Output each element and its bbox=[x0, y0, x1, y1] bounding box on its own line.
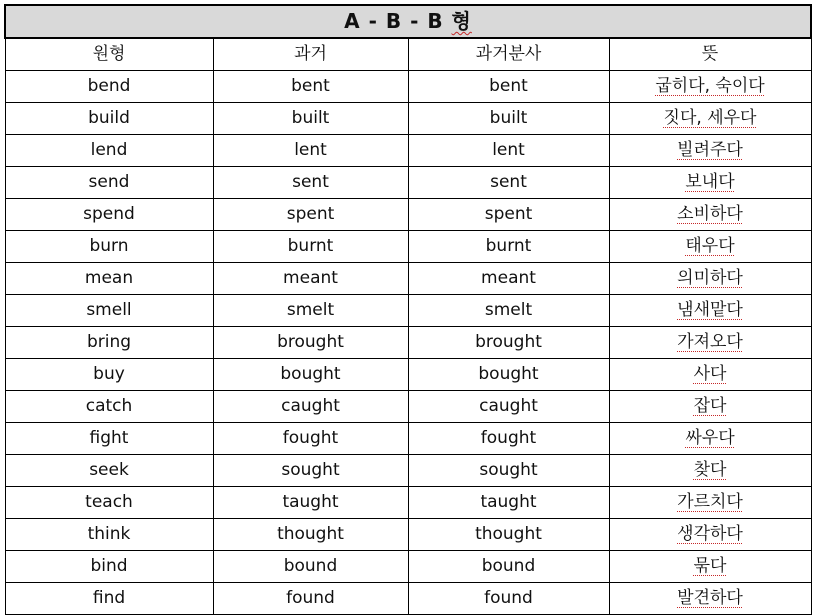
meaning-cell bbox=[609, 231, 811, 263]
table-row bbox=[5, 455, 811, 487]
meaning-text: 싸우다 bbox=[685, 428, 735, 448]
past-participle-cell: burnt bbox=[408, 231, 609, 263]
base-form-cell: seek bbox=[5, 455, 213, 487]
base-form-cell: send bbox=[5, 167, 213, 199]
past-cell: spent bbox=[213, 199, 408, 231]
past-cell: built bbox=[213, 103, 408, 135]
past-participle-cell: thought bbox=[408, 519, 609, 551]
meaning-text: 생각하다 bbox=[677, 524, 743, 544]
header-base-form: 원형 bbox=[5, 38, 213, 71]
table-row bbox=[5, 551, 811, 583]
title-pattern: A - B - B bbox=[344, 9, 444, 33]
past-participle-cell: bent bbox=[408, 71, 609, 103]
meaning-text: 의미하다 bbox=[677, 268, 743, 288]
meaning-cell bbox=[609, 519, 811, 551]
base-form-cell: mean bbox=[5, 263, 213, 295]
past-cell: bent bbox=[213, 71, 408, 103]
base-form-cell: burn bbox=[5, 231, 213, 263]
table-body bbox=[5, 71, 811, 615]
meaning-text: 태우다 bbox=[685, 236, 735, 256]
meaning-cell bbox=[609, 167, 811, 199]
base-form-cell: bring bbox=[5, 327, 213, 359]
past-participle-cell: brought bbox=[408, 327, 609, 359]
table-row bbox=[5, 71, 811, 103]
past-participle-cell: bound bbox=[408, 551, 609, 583]
meaning-text: 빌려주다 bbox=[677, 140, 743, 160]
table-row bbox=[5, 423, 811, 455]
meaning-cell bbox=[609, 327, 811, 359]
table-row bbox=[5, 231, 811, 263]
past-cell: sought bbox=[213, 455, 408, 487]
past-participle-cell: caught bbox=[408, 391, 609, 423]
table-row bbox=[5, 263, 811, 295]
base-form-cell: lend bbox=[5, 135, 213, 167]
meaning-text: 굽히다, 숙이다 bbox=[655, 76, 765, 96]
past-cell: lent bbox=[213, 135, 408, 167]
verb-table-container bbox=[4, 4, 810, 615]
past-cell: caught bbox=[213, 391, 408, 423]
header-past: 과거 bbox=[213, 38, 408, 71]
base-form-cell: smell bbox=[5, 295, 213, 327]
meaning-cell bbox=[609, 583, 811, 615]
meaning-text: 사다 bbox=[693, 364, 727, 384]
meaning-text: 소비하다 bbox=[677, 204, 743, 224]
table-row bbox=[5, 295, 811, 327]
past-cell: smelt bbox=[213, 295, 408, 327]
table-row bbox=[5, 391, 811, 423]
meaning-cell bbox=[609, 135, 811, 167]
meaning-cell bbox=[609, 295, 811, 327]
meaning-text: 냄새맡다 bbox=[677, 300, 743, 320]
table-row bbox=[5, 135, 811, 167]
verb-table bbox=[4, 4, 812, 615]
meaning-cell bbox=[609, 263, 811, 295]
base-form-cell: find bbox=[5, 583, 213, 615]
table-row bbox=[5, 359, 811, 391]
past-cell: taught bbox=[213, 487, 408, 519]
past-cell: meant bbox=[213, 263, 408, 295]
past-participle-cell: meant bbox=[408, 263, 609, 295]
past-participle-cell: sought bbox=[408, 455, 609, 487]
base-form-cell: bind bbox=[5, 551, 213, 583]
past-cell: bound bbox=[213, 551, 408, 583]
table-row bbox=[5, 487, 811, 519]
meaning-cell bbox=[609, 455, 811, 487]
base-form-cell: think bbox=[5, 519, 213, 551]
base-form-cell: bend bbox=[5, 71, 213, 103]
header-meaning: 뜻 bbox=[609, 38, 811, 71]
base-form-cell: buy bbox=[5, 359, 213, 391]
table-row bbox=[5, 103, 811, 135]
past-participle-cell: lent bbox=[408, 135, 609, 167]
past-participle-cell: taught bbox=[408, 487, 609, 519]
base-form-cell: catch bbox=[5, 391, 213, 423]
header-row bbox=[5, 38, 811, 71]
meaning-cell bbox=[609, 423, 811, 455]
past-cell: brought bbox=[213, 327, 408, 359]
header-past-participle: 과거분사 bbox=[408, 38, 609, 71]
table-row bbox=[5, 327, 811, 359]
base-form-cell: fight bbox=[5, 423, 213, 455]
past-participle-cell: built bbox=[408, 103, 609, 135]
meaning-text: 가르치다 bbox=[677, 492, 743, 512]
meaning-text: 가져오다 bbox=[677, 332, 743, 352]
table-title bbox=[5, 5, 811, 38]
meaning-text: 찾다 bbox=[693, 460, 727, 480]
title-suffix: 형 bbox=[451, 9, 472, 33]
table-row bbox=[5, 519, 811, 551]
base-form-cell: build bbox=[5, 103, 213, 135]
past-participle-cell: smelt bbox=[408, 295, 609, 327]
base-form-cell: teach bbox=[5, 487, 213, 519]
table-row bbox=[5, 167, 811, 199]
meaning-cell bbox=[609, 359, 811, 391]
past-participle-cell: found bbox=[408, 583, 609, 615]
meaning-text: 묶다 bbox=[693, 556, 727, 576]
meaning-text: 짓다, 세우다 bbox=[663, 108, 757, 128]
meaning-text: 보내다 bbox=[685, 172, 735, 192]
meaning-cell bbox=[609, 551, 811, 583]
meaning-cell bbox=[609, 71, 811, 103]
meaning-text: 발견하다 bbox=[677, 588, 743, 608]
title-row bbox=[5, 5, 811, 38]
meaning-text: 잡다 bbox=[693, 396, 727, 416]
meaning-cell bbox=[609, 391, 811, 423]
meaning-cell bbox=[609, 199, 811, 231]
past-participle-cell: spent bbox=[408, 199, 609, 231]
past-cell: thought bbox=[213, 519, 408, 551]
past-cell: sent bbox=[213, 167, 408, 199]
past-cell: found bbox=[213, 583, 408, 615]
table-row bbox=[5, 199, 811, 231]
past-participle-cell: bought bbox=[408, 359, 609, 391]
table-row bbox=[5, 583, 811, 615]
meaning-cell bbox=[609, 103, 811, 135]
meaning-cell bbox=[609, 487, 811, 519]
past-participle-cell: fought bbox=[408, 423, 609, 455]
past-participle-cell: sent bbox=[408, 167, 609, 199]
past-cell: bought bbox=[213, 359, 408, 391]
base-form-cell: spend bbox=[5, 199, 213, 231]
past-cell: burnt bbox=[213, 231, 408, 263]
past-cell: fought bbox=[213, 423, 408, 455]
